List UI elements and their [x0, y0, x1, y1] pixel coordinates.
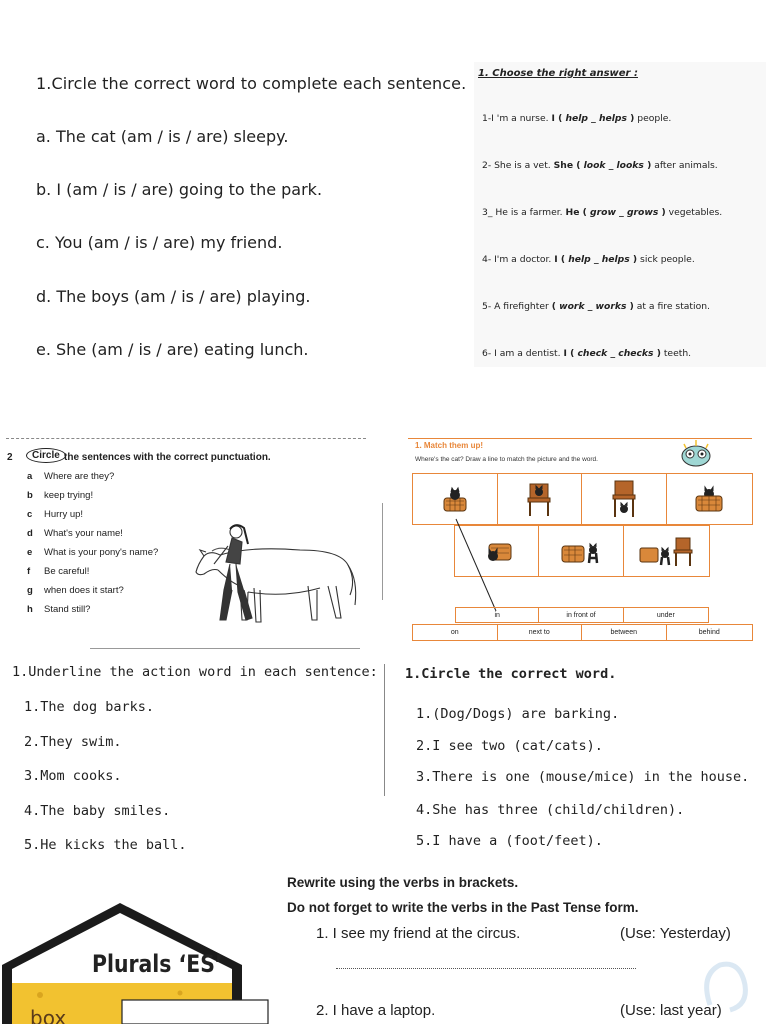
underline-item: 2.They swim. — [24, 734, 122, 750]
section1-item: a. The cat (am / is / are) sleepy. — [36, 127, 289, 146]
picture-cat-under-chair[interactable] — [582, 474, 667, 524]
exercise-number: 2 — [7, 452, 13, 463]
underline-title: 1.Underline the action word in each sentence: — [12, 664, 378, 680]
plurals-word: box — [30, 1006, 67, 1024]
choose-answer-item: 2- She is a vet. She ( look _ looks ) after animals. — [482, 160, 718, 171]
robot-icon — [676, 438, 716, 470]
picture-cat-between[interactable] — [624, 526, 709, 576]
cat-behind-basket-icon — [692, 484, 726, 514]
section1-item: c. You (am / is / are) my friend. — [36, 233, 283, 252]
circle-word-item: 3.There is one (mouse/mice) in the house. — [416, 769, 750, 785]
word-row-top — [455, 607, 709, 623]
word-on[interactable]: on — [413, 625, 498, 640]
divider — [6, 438, 366, 439]
circle-word: Circle — [26, 448, 66, 463]
section1-item: b. I (am / is / are) going to the park. — [36, 180, 323, 199]
choose-answer-item: 6- I am a dentist. I ( check _ checks ) teeth. — [482, 348, 692, 359]
matching-line — [452, 515, 502, 615]
section1-title: 1.Circle the correct word to complete each sentence. — [36, 74, 467, 93]
cat-under-chair-icon — [609, 479, 639, 519]
section1-item: d. The boys (am / is / are) playing. — [36, 287, 311, 306]
punctuation-letter: d — [27, 528, 33, 539]
answer-options[interactable]: help _ helps — [568, 254, 630, 265]
choose-answer-item: 3_ He is a farmer. He ( grow _ grows ) vegetables. — [482, 207, 723, 218]
word-in-front-of[interactable]: in front of — [539, 608, 623, 622]
word-row-bottom — [412, 624, 753, 641]
circle-word-item: 2.I see two (cat/cats). — [416, 738, 603, 754]
circle-word-item: 4.She has three (child/children). — [416, 802, 685, 818]
punctuation-sentence[interactable]: What's your name! — [44, 528, 123, 539]
match-title: 1. Match them up! — [415, 441, 484, 450]
word-under[interactable]: under — [656, 611, 675, 619]
divider — [384, 664, 385, 796]
watermark-icon — [690, 955, 760, 1015]
plurals-title: Plurals ‘ES’ — [92, 950, 223, 978]
circle-word-item: 5.I have a (foot/feet). — [416, 833, 603, 849]
cat-next-to-basket-icon — [560, 536, 602, 566]
punctuation-sentence[interactable]: Be careful! — [44, 566, 90, 577]
punctuation-sentence[interactable]: Hurry up! — [44, 509, 84, 520]
picture-cat-next-to-basket[interactable] — [539, 526, 623, 576]
punctuation-letter: a — [27, 471, 33, 482]
punctuation-letter: f — [27, 566, 31, 577]
divider — [382, 503, 383, 600]
punctuation-sentence[interactable]: Stand still? — [44, 604, 91, 615]
punctuation-letter: b — [27, 490, 33, 501]
punctuation-letter: g — [27, 585, 33, 596]
divider — [90, 648, 360, 649]
answer-options[interactable]: grow _ grows — [590, 207, 659, 218]
rewrite-instruction: Rewrite using the verbs in brackets. — [287, 875, 519, 890]
choose-answer-title: 1. Choose the right answer : — [478, 68, 638, 79]
punctuation-sentence[interactable]: keep trying! — [44, 490, 94, 501]
cat-in-basket-icon — [440, 484, 470, 514]
word-next-to[interactable]: next to — [498, 625, 583, 640]
answer-line[interactable] — [336, 968, 636, 969]
section1-item: e. She (am / is / are) eating lunch. — [36, 340, 309, 359]
underline-item: 5.He kicks the ball. — [24, 837, 187, 853]
circle-word-title: 1.Circle the correct word. — [405, 666, 617, 682]
answer-options[interactable]: work _ works — [559, 301, 627, 312]
rewrite-use: (Use: Yesterday) — [620, 925, 731, 942]
choose-answer-item: 1-I 'm a nurse. I ( help _ helps ) people. — [482, 113, 672, 124]
cat-between-icon — [638, 534, 694, 568]
punctuation-letter: h — [27, 604, 33, 615]
picture-cat-behind-basket[interactable] — [667, 474, 752, 524]
choose-answer-item: 5- A firefighter ( work _ works ) at a fire station. — [482, 301, 710, 312]
girl-with-pony-illustration — [190, 520, 362, 630]
punctuation-sentence[interactable]: Where are they? — [44, 471, 115, 482]
circle-word-item: 1.(Dog/Dogs) are barking. — [416, 706, 620, 722]
rewrite-use: (Use: last year) — [620, 1002, 722, 1019]
answer-options[interactable]: look _ looks — [583, 160, 644, 171]
rewrite-item: 2. I have a laptop. — [316, 1002, 436, 1019]
answer-options[interactable]: help _ helps — [565, 113, 627, 124]
word-behind[interactable]: behind — [698, 629, 720, 636]
underline-item: 4.The baby smiles. — [24, 803, 171, 819]
word-between[interactable]: between — [582, 625, 667, 640]
match-subtitle: Where's the cat? Draw a line to match the picture and the word. — [415, 456, 598, 463]
punctuation-letter: e — [27, 547, 33, 558]
punctuation-sentence[interactable]: when does it start? — [44, 585, 124, 596]
underline-item: 3.Mom cooks. — [24, 768, 122, 784]
punctuation-sentence[interactable]: What is your pony's name? — [44, 547, 159, 558]
answer-options[interactable]: check _ checks — [577, 348, 654, 359]
word-in[interactable]: in — [456, 608, 539, 622]
underline-item: 1.The dog barks. — [24, 699, 155, 715]
choose-answer-item: 4- I'm a doctor. I ( help _ helps ) sick people. — [482, 254, 695, 265]
cat-on-chair-icon — [524, 480, 554, 518]
punctuation-letter: c — [27, 509, 33, 520]
past-tense-instruction: Do not forget to write the verbs in the Past Tense form. — [287, 900, 639, 915]
picture-cat-on-chair[interactable] — [498, 474, 583, 524]
rewrite-item: 1. I see my friend at the circus. — [316, 925, 521, 942]
punctuation-title: the sentences with the correct punctuation. — [64, 452, 271, 463]
